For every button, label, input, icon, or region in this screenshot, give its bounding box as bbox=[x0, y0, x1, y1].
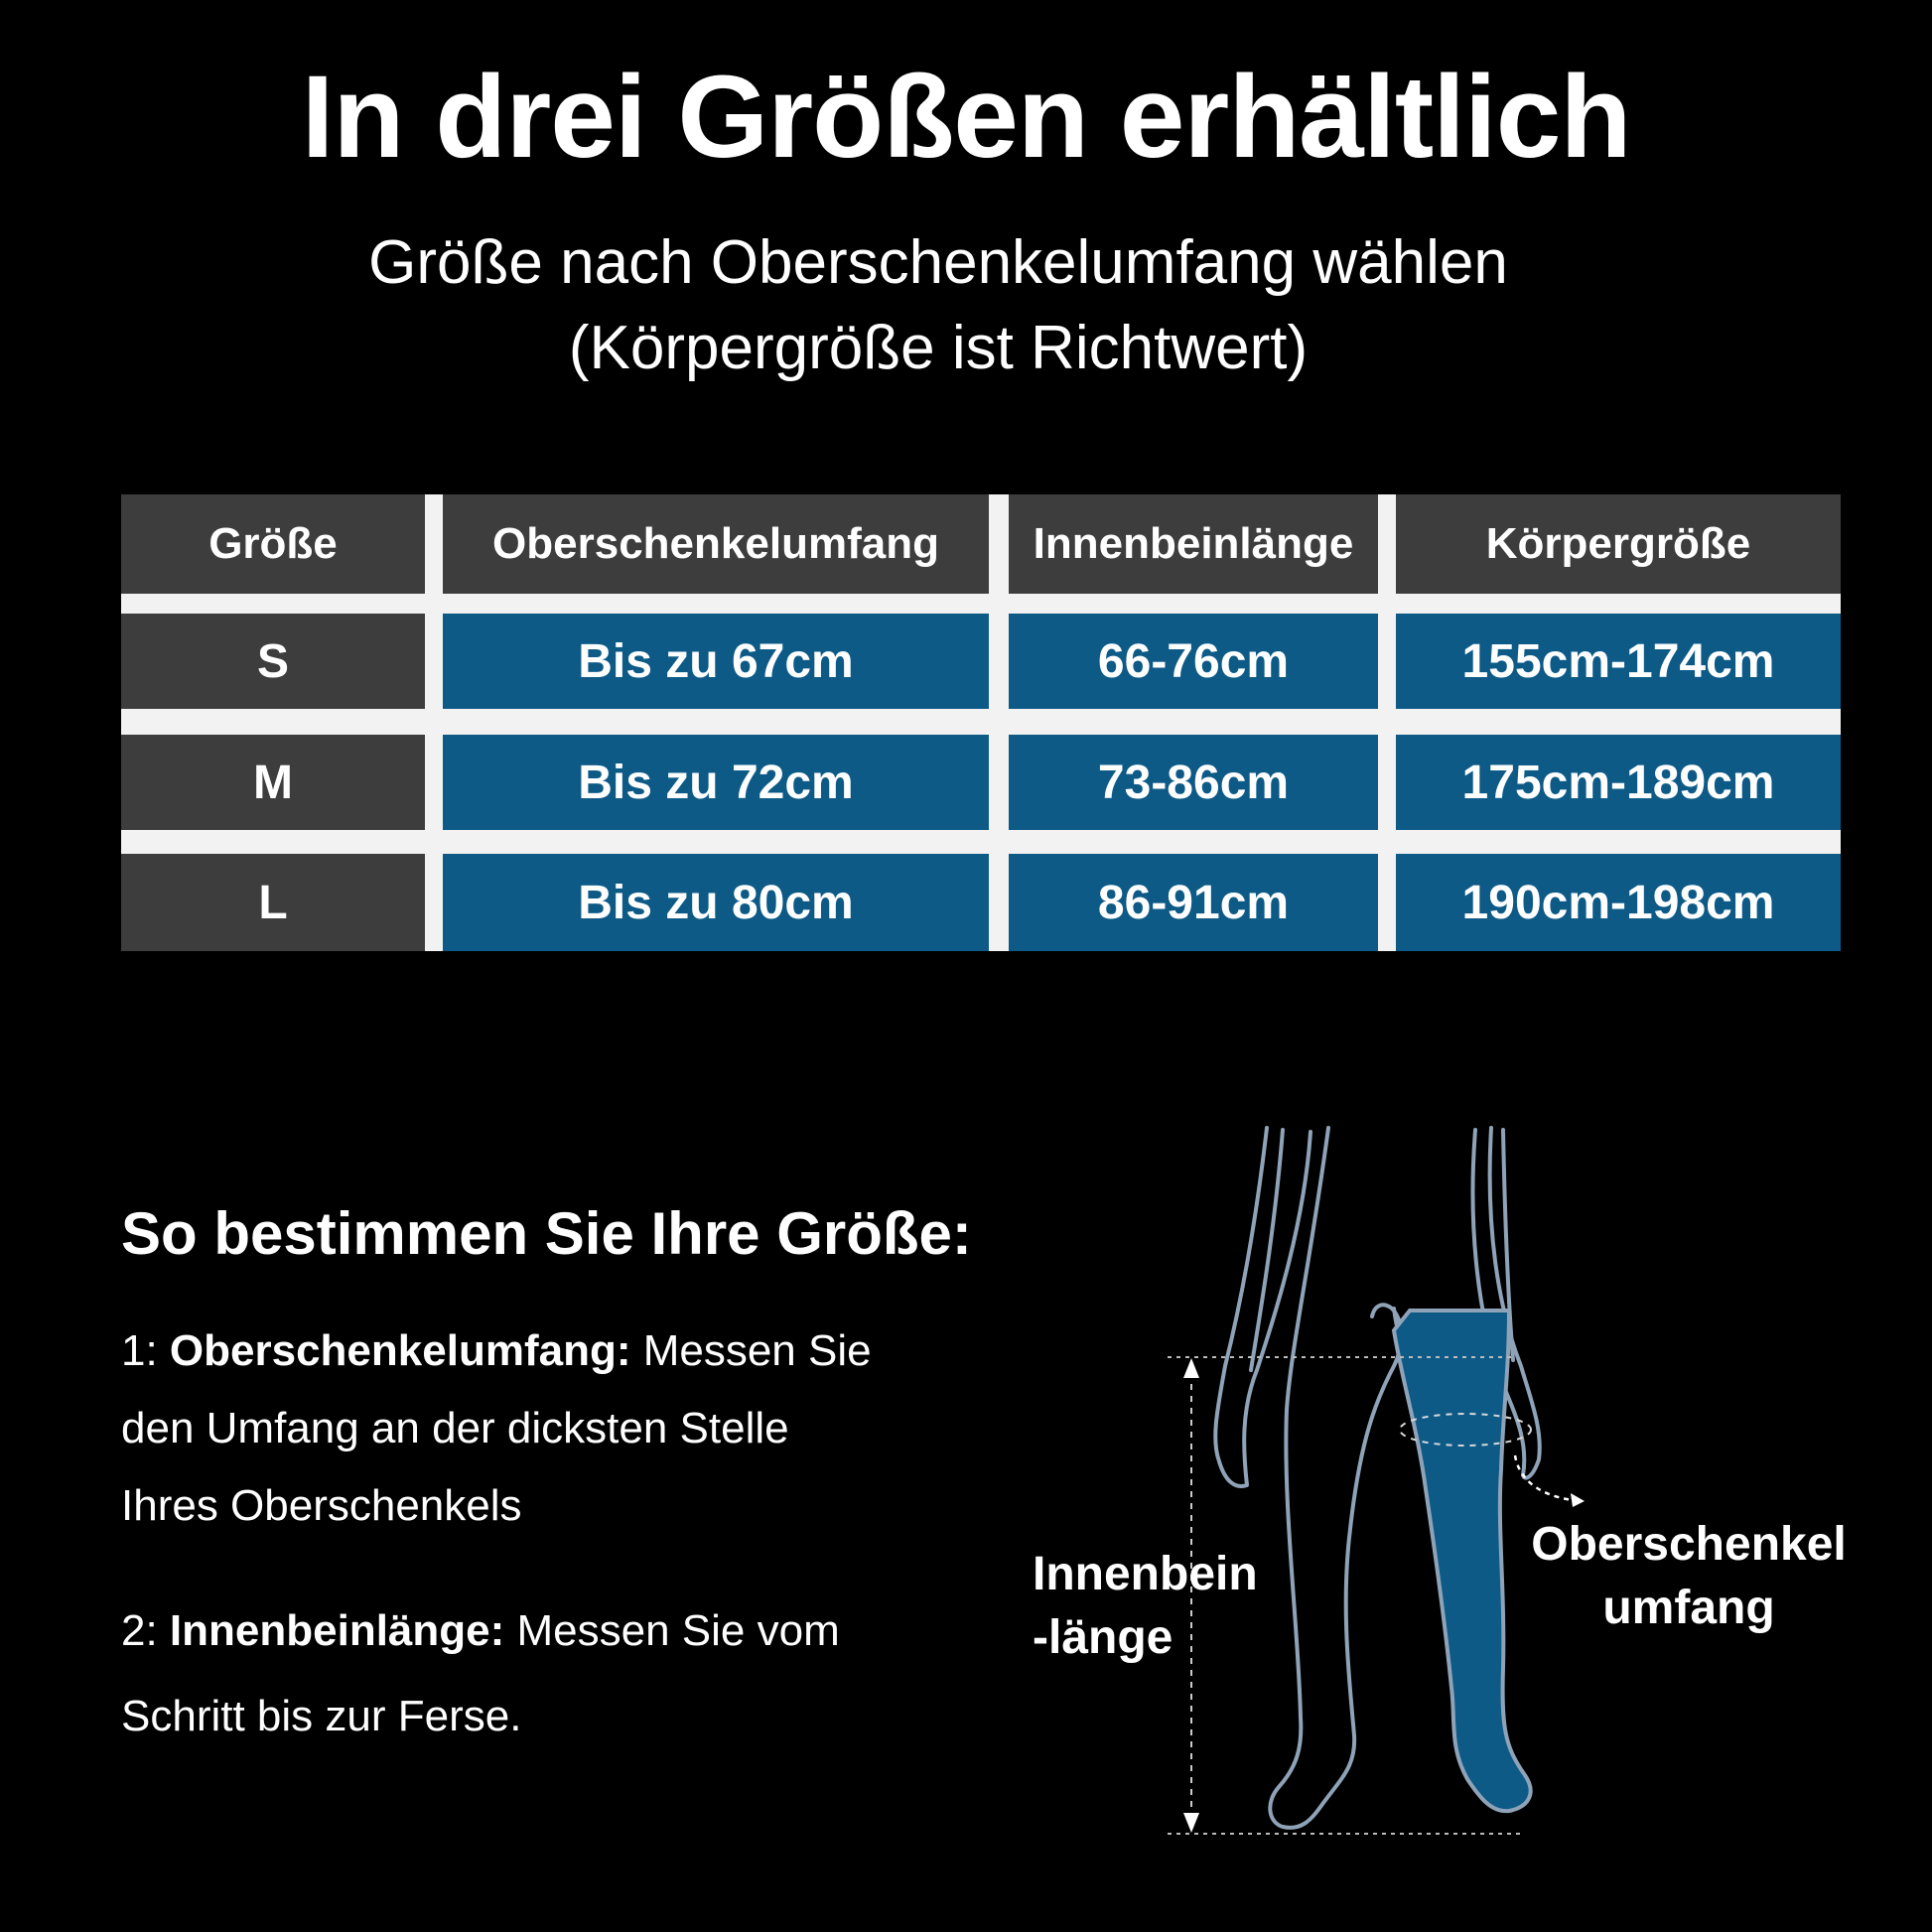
size-cell-s: S bbox=[121, 614, 425, 709]
thigh-label-line-1: Oberschenkel bbox=[1531, 1518, 1847, 1571]
page-subtitle bbox=[0, 220, 1876, 391]
size-table bbox=[121, 494, 1841, 951]
step-1-label: Oberschenkelumfang: bbox=[169, 1326, 631, 1375]
thigh-label bbox=[1525, 1513, 1853, 1640]
step-1-text-c: Ihres Oberschenkels bbox=[121, 1481, 522, 1530]
size-cell-m: M bbox=[121, 735, 425, 830]
inseam-cell-l: 86-91cm bbox=[1009, 854, 1378, 951]
guide-title: So bestimmen Sie Ihre Größe: bbox=[121, 1200, 972, 1267]
header-thigh: Oberschenkelumfang bbox=[443, 494, 989, 594]
height-cell-s: 155cm-174cm bbox=[1396, 614, 1841, 709]
size-cell-l: L bbox=[121, 854, 425, 951]
subtitle-line-1: Größe nach Oberschenkelumfang wählen bbox=[368, 228, 1508, 297]
leg-measurement-diagram bbox=[1013, 1112, 1906, 1866]
inseam-arrow-bottom bbox=[1183, 1813, 1199, 1833]
header-inseam: Innenbeinlänge bbox=[1009, 494, 1378, 594]
inseam-label-line-1: Innenbein bbox=[1033, 1548, 1258, 1600]
inseam-cell-s: 66-76cm bbox=[1009, 614, 1378, 709]
thigh-cell-m: Bis zu 72cm bbox=[443, 735, 989, 830]
step-2-label: Innenbeinlänge: bbox=[169, 1606, 505, 1655]
height-cell-m: 175cm-189cm bbox=[1396, 735, 1841, 830]
step-2-number: 2: bbox=[121, 1606, 170, 1655]
inseam-cell-m: 73-86cm bbox=[1009, 735, 1378, 830]
thigh-label-line-2: umfang bbox=[1602, 1582, 1775, 1634]
guide-step-1 bbox=[121, 1312, 1015, 1545]
height-cell-l: 190cm-198cm bbox=[1396, 854, 1841, 951]
inseam-label-line-2: -länge bbox=[1033, 1611, 1173, 1664]
stocking-fill bbox=[1394, 1311, 1531, 1811]
inseam-label bbox=[1033, 1543, 1258, 1670]
page-title: In drei Größen erhältlich bbox=[301, 52, 1631, 183]
step-2-text-a: Messen Sie vom bbox=[504, 1606, 840, 1655]
subtitle-line-2: (Körpergröße ist Richtwert) bbox=[568, 314, 1309, 382]
step-2-text-b: Schritt bis zur Ferse. bbox=[121, 1692, 522, 1740]
thigh-cell-l: Bis zu 80cm bbox=[443, 854, 989, 951]
step-1-text-b: den Umfang an der dicksten Stelle bbox=[121, 1404, 789, 1452]
header-size: Größe bbox=[121, 494, 425, 594]
header-height: Körpergröße bbox=[1396, 494, 1841, 594]
guide-step-2 bbox=[121, 1588, 1015, 1759]
step-1-number: 1: bbox=[121, 1326, 170, 1375]
inseam-arrow-top bbox=[1183, 1358, 1199, 1378]
step-1-text-a: Messen Sie bbox=[630, 1326, 872, 1375]
thigh-cell-s: Bis zu 67cm bbox=[443, 614, 989, 709]
left-leg-outline bbox=[1270, 1128, 1401, 1828]
